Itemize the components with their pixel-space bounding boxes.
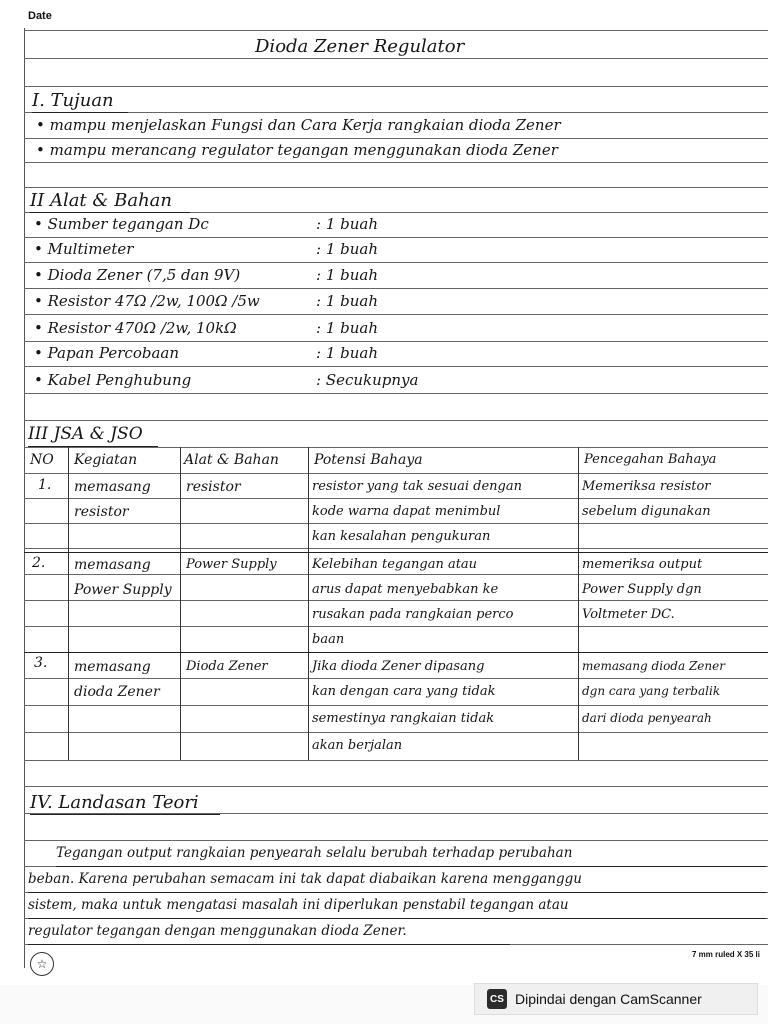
rule-line xyxy=(24,237,768,238)
table-cell: memasang dioda Zener xyxy=(582,659,725,673)
table-header: Potensi Bahaya xyxy=(314,452,423,468)
table-cell-no: 2. xyxy=(32,555,46,571)
table-cell: resistor yang tak sesuai dengan xyxy=(312,479,522,494)
table-cell: Dioda Zener xyxy=(186,659,268,674)
table-cell: baan xyxy=(312,632,345,647)
table-row-divider xyxy=(24,652,768,653)
rule-line xyxy=(24,786,768,787)
table-cell: akan berjalan xyxy=(312,738,403,753)
table-cell: kan kesalahan pengukuran xyxy=(312,529,491,544)
table-header: Pencegahan Bahaya xyxy=(584,452,717,467)
rule-line xyxy=(24,705,768,706)
text-underline xyxy=(56,866,766,867)
table-cell: sebelum digunakan xyxy=(582,504,711,519)
alat-qty: : 1 buah xyxy=(316,240,378,258)
tujuan-heading: I. Tujuan xyxy=(32,90,114,111)
camscanner-logo: CS xyxy=(487,989,507,1009)
star-icon: ☆ xyxy=(30,952,54,976)
table-header: NO xyxy=(30,452,54,468)
rule-line xyxy=(24,600,768,601)
rule-line xyxy=(24,523,768,524)
rule-line xyxy=(24,393,768,394)
alat-item: • Papan Percobaan xyxy=(34,344,180,362)
landasan-line: sistem, maka untuk mengatasi masalah ini diperlukan penstabil tegangan atau xyxy=(28,897,569,913)
alat-item: • Resistor 470Ω /2w, 10kΩ xyxy=(34,319,237,337)
alat-qty: : 1 buah xyxy=(316,292,378,310)
rule-line xyxy=(24,420,768,421)
table-cell-no: 3. xyxy=(34,655,48,671)
table-cell: resistor xyxy=(186,479,241,495)
table-column-divider xyxy=(308,447,309,760)
table-cell: Power Supply xyxy=(74,582,172,598)
table-cell: semestinya rangkaian tidak xyxy=(312,711,495,726)
table-cell: kode warna dapat menimbul xyxy=(312,504,501,519)
table-cell: kan dengan cara yang tidak xyxy=(312,684,496,699)
heading-underline xyxy=(30,814,220,815)
alat-item: • Dioda Zener (7,5 dan 9V) xyxy=(34,266,241,284)
rule-line xyxy=(24,58,768,59)
table-header: Kegiatan xyxy=(74,452,138,468)
tujuan-item: • mampu merancang regulator tegangan menggunakan dioda Zener xyxy=(36,141,558,159)
table-cell: Voltmeter DC. xyxy=(582,607,675,622)
table-cell: dgn cara yang terbalik xyxy=(582,684,721,698)
rule-line xyxy=(24,341,768,342)
table-cell-no: 1. xyxy=(38,477,52,493)
rule-line xyxy=(24,840,768,841)
alat-item: • Resistor 47Ω /2w, 100Ω /5w xyxy=(34,292,260,310)
rule-line xyxy=(24,86,768,87)
table-column-divider xyxy=(68,447,69,760)
rule-line xyxy=(24,548,768,549)
alat-item: • Sumber tegangan Dc xyxy=(34,215,209,233)
rule-line xyxy=(24,447,768,448)
landasan-line: Tegangan output rangkaian penyearah selalu berubah terhadap perubahan xyxy=(56,845,573,861)
table-cell: dari dioda penyearah xyxy=(582,711,712,725)
table-cell: Power Supply xyxy=(186,557,277,572)
alat-qty: : 1 buah xyxy=(316,344,378,362)
heading-underline xyxy=(30,212,190,213)
rule-line xyxy=(24,366,768,367)
page-title: Dioda Zener Regulator xyxy=(255,36,465,57)
landasan-heading: IV. Landasan Teori xyxy=(30,792,199,813)
table-column-divider xyxy=(578,447,579,760)
table-cell: resistor xyxy=(74,504,129,520)
jsa-heading: III JSA & JSO xyxy=(28,424,143,444)
paper-ruling-note: 7 mm ruled X 35 li xyxy=(691,950,760,959)
rule-line xyxy=(24,112,768,113)
rule-line xyxy=(24,732,768,733)
table-cell: Jika dioda Zener dipasang xyxy=(312,659,485,674)
text-underline xyxy=(28,918,766,919)
table-column-divider xyxy=(180,447,181,760)
rule-line xyxy=(24,678,768,679)
text-underline xyxy=(28,892,766,893)
table-header: Alat & Bahan xyxy=(184,452,279,468)
camscanner-label: Dipindai dengan CamScanner xyxy=(515,991,702,1007)
alat-item: • Kabel Penghubung xyxy=(34,371,192,389)
table-cell: rusakan pada rangkaian perco xyxy=(312,607,514,622)
heading-underline xyxy=(32,112,128,113)
alat-item: • Multimeter xyxy=(34,240,134,258)
table-cell: memasang xyxy=(74,479,151,495)
rule-line xyxy=(24,30,768,31)
rule-line xyxy=(24,760,768,761)
rule-line xyxy=(24,314,768,315)
camscanner-watermark xyxy=(474,983,758,1015)
alat-heading: II Alat & Bahan xyxy=(30,190,173,211)
rule-line xyxy=(24,473,768,474)
rule-line xyxy=(24,626,768,627)
table-cell: Power Supply dgn xyxy=(582,582,702,597)
rule-line xyxy=(24,138,768,139)
alat-qty: : 1 buah xyxy=(316,319,378,337)
date-label: Date xyxy=(28,10,52,22)
rule-line xyxy=(24,288,768,289)
table-cell: memasang xyxy=(74,557,151,573)
landasan-line: beban. Karena perubahan semacam ini tak dapat diabaikan karena mengganggu xyxy=(28,871,582,887)
rule-line xyxy=(24,574,768,575)
table-cell: Memeriksa resistor xyxy=(582,479,711,494)
rule-line xyxy=(24,498,768,499)
text-underline xyxy=(28,944,510,945)
table-cell: memeriksa output xyxy=(582,557,703,572)
landasan-line: regulator tegangan dengan menggunakan dioda Zener. xyxy=(28,923,407,939)
table-cell: arus dapat menyebabkan ke xyxy=(312,582,499,597)
alat-qty: : Secukupnya xyxy=(316,371,419,389)
table-cell: Kelebihan tegangan atau xyxy=(312,557,478,572)
alat-qty: : 1 buah xyxy=(316,215,378,233)
alat-qty: : 1 buah xyxy=(316,266,378,284)
table-row-divider xyxy=(24,552,768,553)
table-cell: dioda Zener xyxy=(74,684,160,700)
rule-line xyxy=(24,262,768,263)
table-cell: memasang xyxy=(74,659,151,675)
rule-line xyxy=(24,162,768,163)
heading-underline xyxy=(28,446,158,447)
tujuan-item: • mampu menjelaskan Fungsi dan Cara Kerja rangkaian dioda Zener xyxy=(36,116,561,134)
rule-line xyxy=(24,187,768,188)
